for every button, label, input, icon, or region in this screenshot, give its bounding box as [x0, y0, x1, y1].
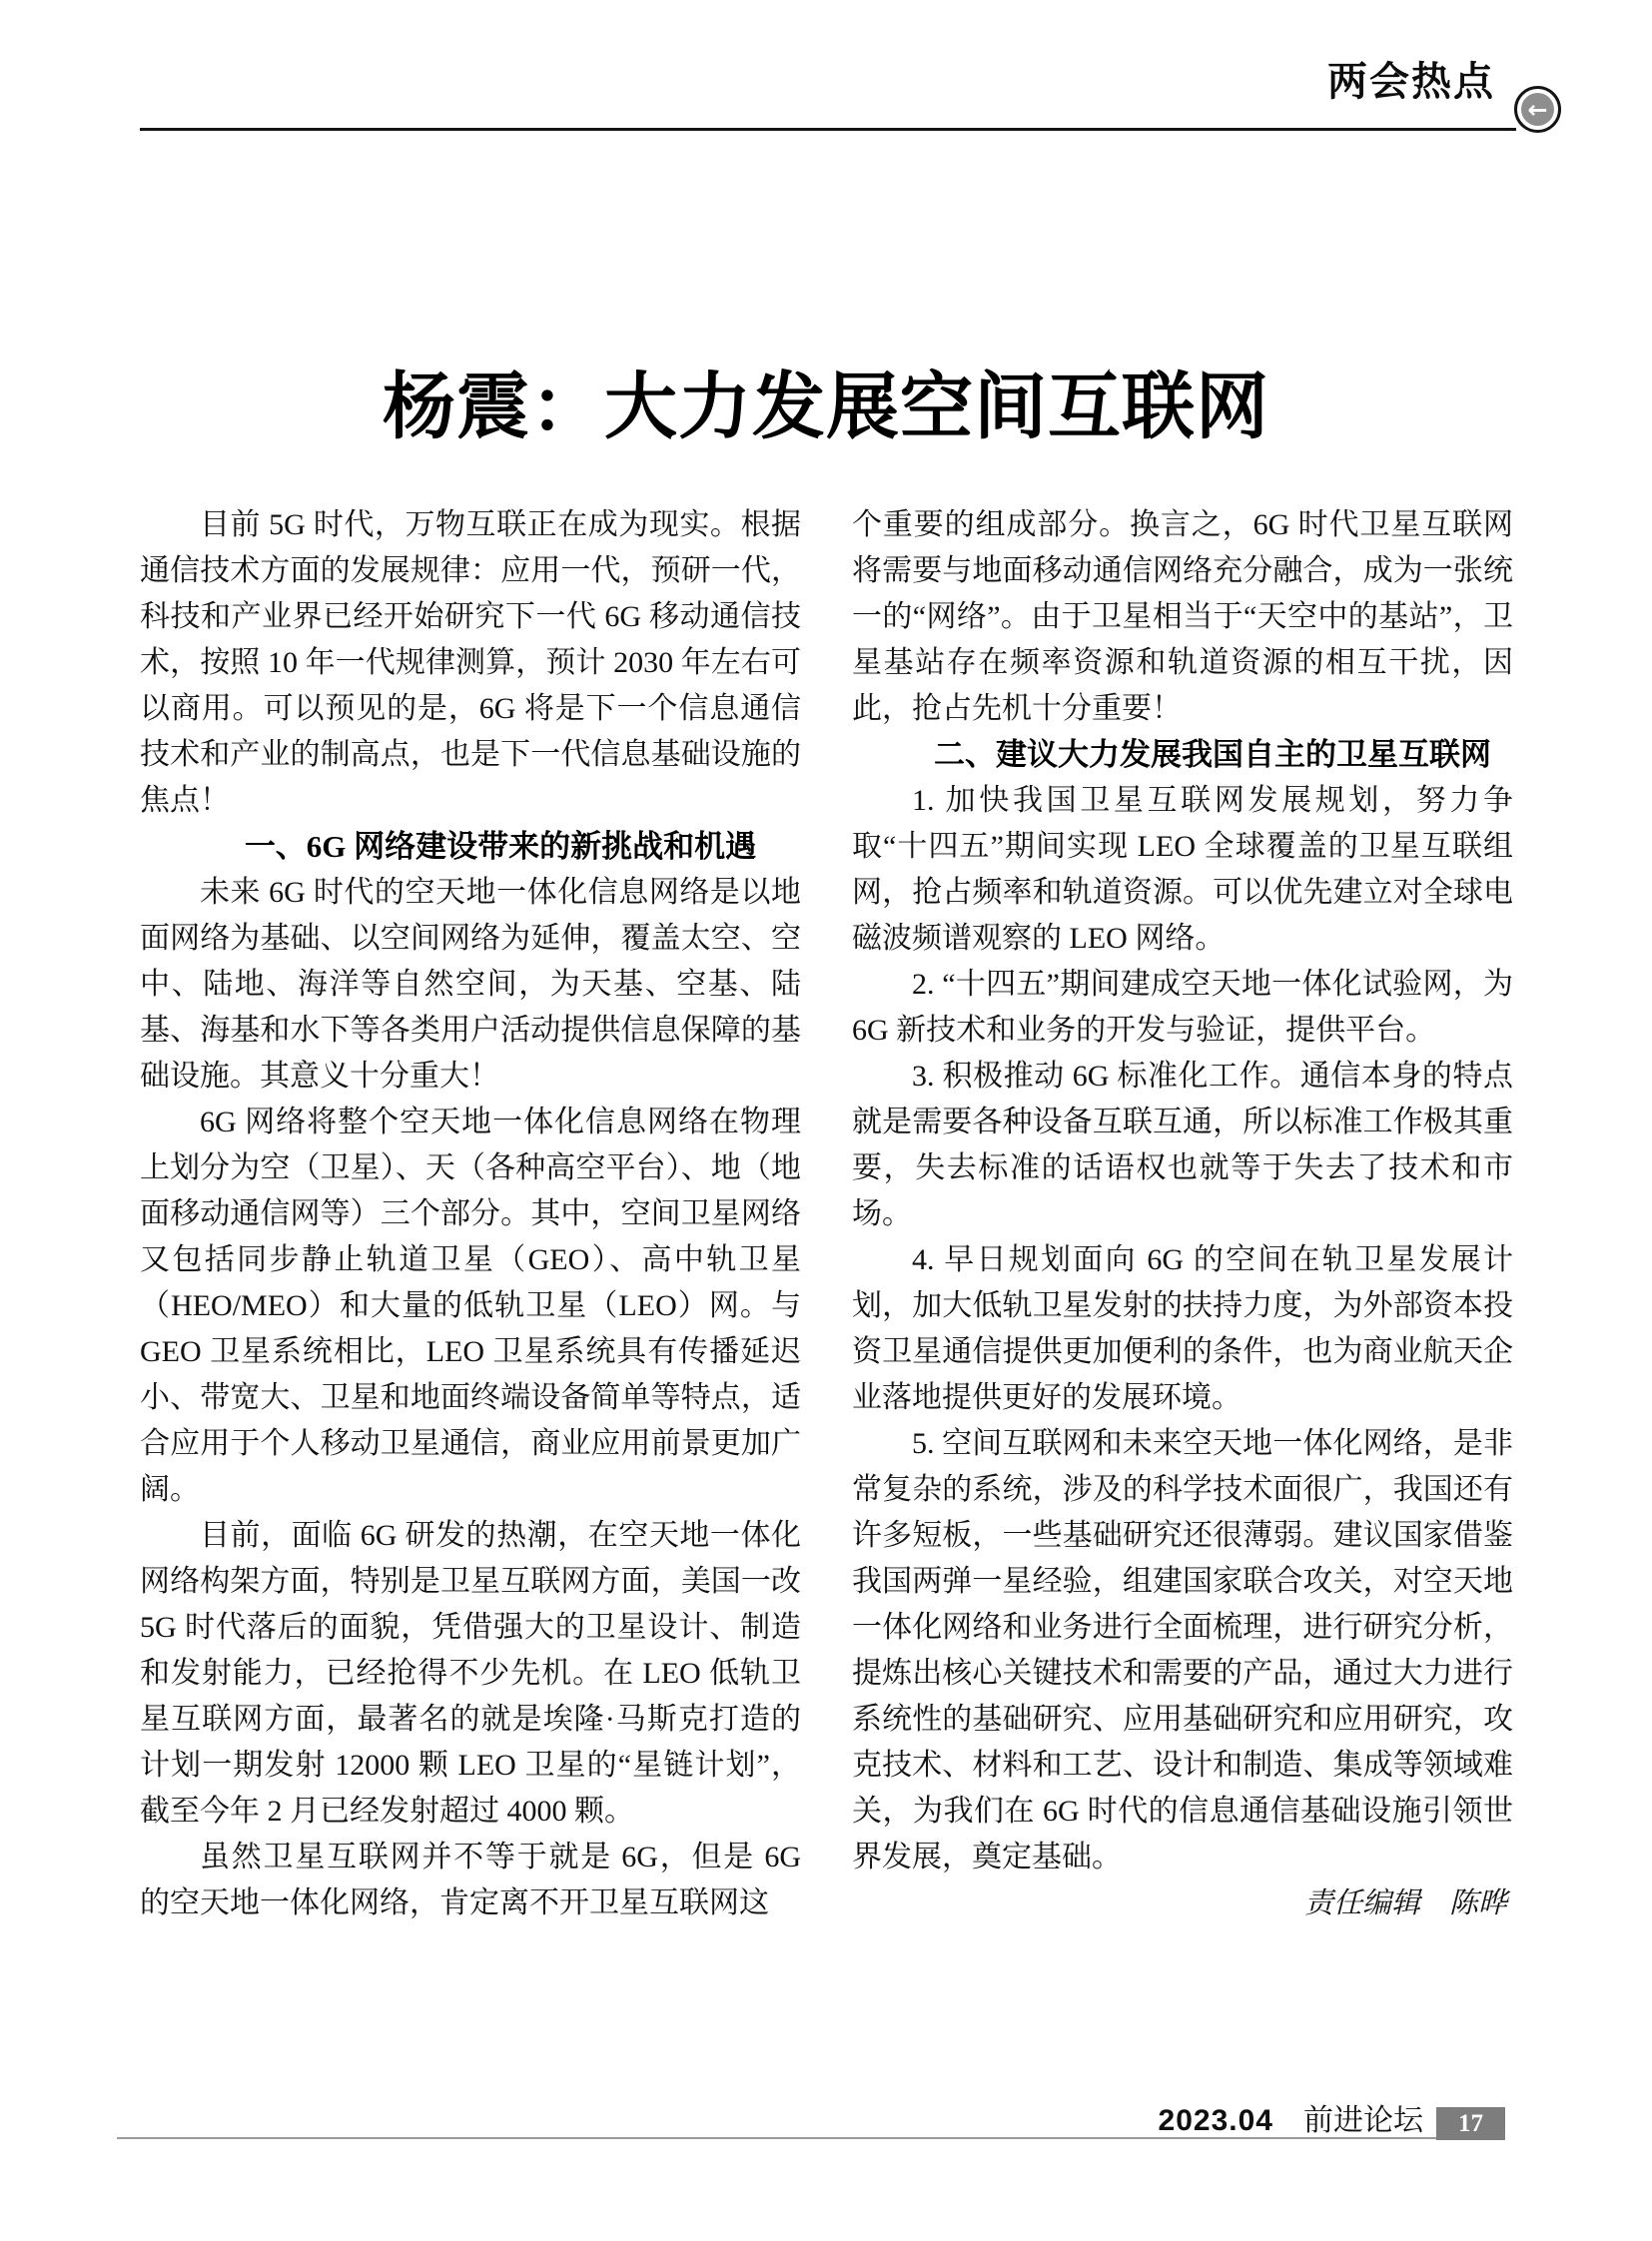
- back-circle-icon[interactable]: [1514, 86, 1561, 133]
- paragraph: 目前 5G 时代，万物互联正在成为现实。根据通信技术方面的发展规律：应用一代，预研一代，科技和产业界已经开始研究下一代 6G 移动通信技术，按照 10 年一代规律测算，预计 2030 年左右可以商用。可以预见的是，6G 将是下一个信息通信技术和产业的制高点，也是下一代信息基础设施的焦点！: [140, 508, 801, 817]
- paragraph: 5. 空间互联网和未来空天地一体化网络，是非常复杂的系统，涉及的科学技术面很广，我国还有许多短板，一些基础研究还很薄弱。建议国家借鉴我国两弹一星经验，组建国家联合攻关，对空天地一体化网络和业务进行全面梳理，进行研究分析，提炼出核心关键技术和需要的产品，通过大力进行系统性的基础研究、应用基础研究和应用研究，攻克技术、材料和工艺、设计和制造、集成等领域难关，为我们在 6G 时代的信息通信基础设施引领世界发展，奠定基础。: [852, 1427, 1513, 1873]
- paragraph: 2. “十四五”期间建成空天地一体化试验网，为 6G 新技术和业务的开发与验证，提供平台。: [852, 968, 1513, 1047]
- paragraph: 1. 加快我国卫星互联网发展规划，努力争取“十四五”期间实现 LEO 全球覆盖的卫星互联组网，抢占频率和轨道资源。可以优先建立对全球电磁波频谱观察的 LEO 网络。: [852, 784, 1513, 955]
- footer-text: [1159, 2095, 1423, 2139]
- paragraph: 目前，面临 6G 研发的热潮，在空天地一体化网络构架方面，特别是卫星互联网方面，美国一改 5G 时代落后的面貌，凭借强大的卫星设计、制造和发射能力，已经抢得不少先机。在 LEO 低轨卫星互联网方面，最著名的就是埃隆·马斯克打造的计划一期发射 12000 颗 LEO 卫星的“星链计划”，截至今年 2 月已经发射超过 4000 颗。: [140, 1519, 801, 1828]
- header-rule: [140, 128, 1516, 131]
- section-heading-1: 一、6G 网络建设带来的新挑战和机遇: [244, 829, 757, 864]
- section-label: 两会热点: [1327, 60, 1495, 104]
- paragraph: 3. 积极推动 6G 标准化工作。通信本身的特点就是需要各种设备互联互通，所以标准工作极其重要，失去标准的话语权也就等于失去了技术和市场。: [852, 1060, 1513, 1230]
- paragraph: 6G 网络将整个空天地一体化信息网络在物理上划分为空（卫星）、天（各种高空平台）、地（地面移动通信网等）三个部分。其中，空间卫星网络又包括同步静止轨道卫星（GEO）、高中轨卫星（HEO/MEO）和大量的低轨卫星（LEO）网。与 GEO 卫星系统相比，LEO 卫星系统具有传播延迟小、带宽大、卫星和地面终端设备简单等特点，适合应用于个人移动卫星通信，商业应用前景更加广阔。: [140, 1106, 801, 1506]
- left-arrow-icon: ←: [1521, 93, 1554, 126]
- right-column: [852, 502, 1513, 1926]
- paragraph: 虽然卫星互联网并不等于就是 6G，但是 6G 的空天地一体化网络，肯定离不开卫星互联网这: [140, 1841, 801, 1919]
- editor-credit: 责任编辑 陈晔: [1303, 1887, 1507, 1919]
- page-number-badge: [1436, 2107, 1505, 2140]
- paragraph: 个重要的组成部分。换言之，6G 时代卫星互联网将需要与地面移动通信网络充分融合，成为一张统一的“网络”。由于卫星相当于“天空中的基站”，卫星基站存在频率资源和轨道资源的相互干扰，因此，抢占先机十分重要！: [852, 508, 1513, 725]
- footer-journal-name: 前进论坛: [1303, 2104, 1423, 2137]
- section-heading-2: 二、建议大力发展我国自主的卫星互联网: [934, 737, 1491, 772]
- paragraph: 4. 早日规划面向 6G 的空间在轨卫星发展计划，加大低轨卫星发射的扶持力度，为外部资本投资卫星通信提供更加便利的条件，也为商业航天企业落地提供更好的发展环境。: [852, 1243, 1513, 1414]
- article-title: 杨震：大力发展空间互联网: [383, 367, 1269, 447]
- page-number: 17: [1458, 2109, 1483, 2137]
- left-column: [140, 502, 801, 1926]
- paragraph: 未来 6G 时代的空天地一体化信息网络是以地面网络为基础、以空间网络为延伸，覆盖太空、空中、陆地、海洋等自然空间，为天基、空基、陆基、海基和水下等各类用户活动提供信息保障的基础设施。其意义十分重大！: [140, 876, 801, 1093]
- footer-issue: 2023.04: [1158, 2104, 1273, 2137]
